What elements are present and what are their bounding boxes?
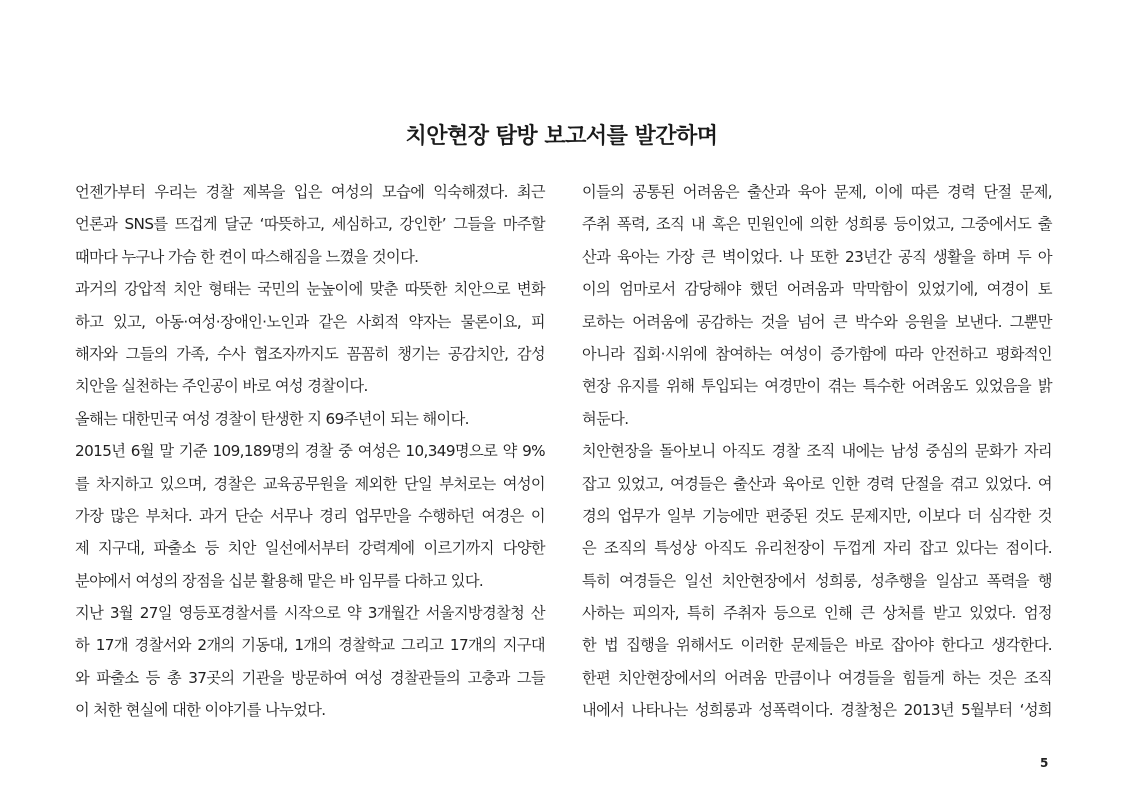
text-line: 지난 3월 27일 영등포경찰서를 시작으로 약 3개월간 서울지방경찰청 산 bbox=[75, 604, 545, 623]
page-number: 5 bbox=[1040, 756, 1049, 770]
text-line: 언젠가부터 우리는 경찰 제복을 입은 여성의 모습에 익숙해졌다. 최근 bbox=[75, 183, 545, 201]
text-line: 치안현장을 돌아보니 아직도 경찰 조직 내에는 남성 중심의 문화가 자리 bbox=[582, 442, 1052, 461]
text-line: 를 차지하고 있으며, 경찰은 교육공무원을 제외한 단일 부처로는 여성이 bbox=[75, 474, 545, 493]
text-line: 하 17개 경찰서와 2개의 기동대, 1개의 경찰학교 그리고 17개의 지구대 bbox=[75, 636, 545, 655]
text-line: 주취 폭력, 조직 내 혹은 민원인에 의한 성희롱 등이었고, 그중에서도 출 bbox=[582, 215, 1052, 234]
text-line: 사하는 피의자, 특히 주취자 등으로 인해 큰 상처를 받고 있었다. 엄정 bbox=[582, 604, 1052, 623]
text-line: 경의 업무가 일부 기능에만 편중된 것도 문제지만, 이보다 더 심각한 것 bbox=[582, 506, 1052, 525]
text-line: 이 처한 현실에 대한 이야기를 나누었다. bbox=[75, 701, 326, 720]
text-line: 하고 있고, 아동·여성·장애인·노인과 같은 사회적 약자는 물론이요, 피 bbox=[75, 312, 545, 331]
text-line: 2015년 6월 말 기준 109,189명의 경찰 중 여성은 10,349명으로 약 9% bbox=[75, 442, 545, 461]
text-line: 해자와 그들의 가족, 수사 협조자까지도 꼼꼼히 챙기는 공감치안, 감성 bbox=[75, 344, 545, 363]
text-line: 과거의 강압적 치안 형태는 국민의 눈높이에 맞춘 따뜻한 치안으로 변화 bbox=[75, 280, 545, 299]
text-line: 이들의 공통된 어려움은 출산과 육아 문제, 이에 따른 경력 단절 문제, bbox=[582, 183, 1052, 201]
text-line: 치안을 실천하는 주인공이 바로 여성 경찰이다. bbox=[75, 377, 368, 396]
text-line: 특히 여경들은 일선 치안현장에서 성희롱, 성추행을 일삼고 폭력을 행 bbox=[582, 571, 1052, 590]
right-text-column bbox=[582, 176, 1052, 727]
text-line: 분야에서 여성의 장점을 십분 활용해 맡은 바 임무를 다하고 있다. bbox=[75, 571, 484, 590]
text-line: 가장 많은 부처다. 과거 단순 서무나 경리 업무만을 수행하던 여경은 이 bbox=[75, 506, 545, 525]
text-line: 올해는 대한민국 여성 경찰이 탄생한 지 69주년이 되는 해이다. bbox=[75, 409, 469, 428]
text-line: 한 법 집행을 위해서도 이러한 문제들은 바로 잡아야 한다고 생각한다. bbox=[582, 636, 1052, 655]
text-line: 혀둔다. bbox=[582, 409, 629, 428]
text-line: 내에서 나타나는 성희롱과 성폭력이다. 경찰청은 2013년 5월부터 ‘성희 bbox=[582, 701, 1052, 720]
text-line: 현장 유지를 위해 투입되는 여경만이 겪는 특수한 어려움도 있었음을 밝 bbox=[582, 377, 1052, 396]
left-text-column bbox=[75, 176, 545, 727]
text-line: 잡고 있었고, 여경들은 출산과 육아로 인한 경력 단절을 겪고 있었다. 여 bbox=[582, 474, 1052, 493]
text-line: 로하는 어려움에 공감하는 것을 넘어 큰 박수와 응원을 보낸다. 그뿐만 bbox=[582, 312, 1052, 331]
text-line: 와 파출소 등 총 37곳의 기관을 방문하여 여성 경찰관들의 고충과 그들 bbox=[75, 668, 545, 687]
text-line: 아니라 집회·시위에 참여하는 여성이 증가함에 따라 안전하고 평화적인 bbox=[582, 344, 1052, 363]
text-line: 이의 엄마로서 감당해야 했던 어려움과 막막함이 있었기에, 여경이 토 bbox=[582, 280, 1052, 299]
text-line: 은 조직의 특성상 아직도 유리천장이 두껍게 자리 잡고 있다는 점이다. bbox=[582, 539, 1052, 558]
page-title: 치안현장 탐방 보고서를 발간하며 bbox=[405, 123, 718, 149]
text-line: 때마다 누구나 가슴 한 켠이 따스해짐을 느꼈을 것이다. bbox=[75, 247, 419, 266]
text-line: 제 지구대, 파출소 등 치안 일선에서부터 강력계에 이르기까지 다양한 bbox=[75, 539, 545, 558]
text-line: 언론과 SNS를 뜨겁게 달군 ‘따뜻하고, 세심하고, 강인한’ 그들을 마주할 bbox=[75, 215, 545, 234]
text-line: 한편 치안현장에서의 어려움 만큼이나 여경들을 힘들게 하는 것은 조직 bbox=[582, 668, 1052, 687]
text-line: 산과 육아는 가장 큰 벽이었다. 나 또한 23년간 공직 생활을 하며 두 아 bbox=[582, 247, 1052, 266]
